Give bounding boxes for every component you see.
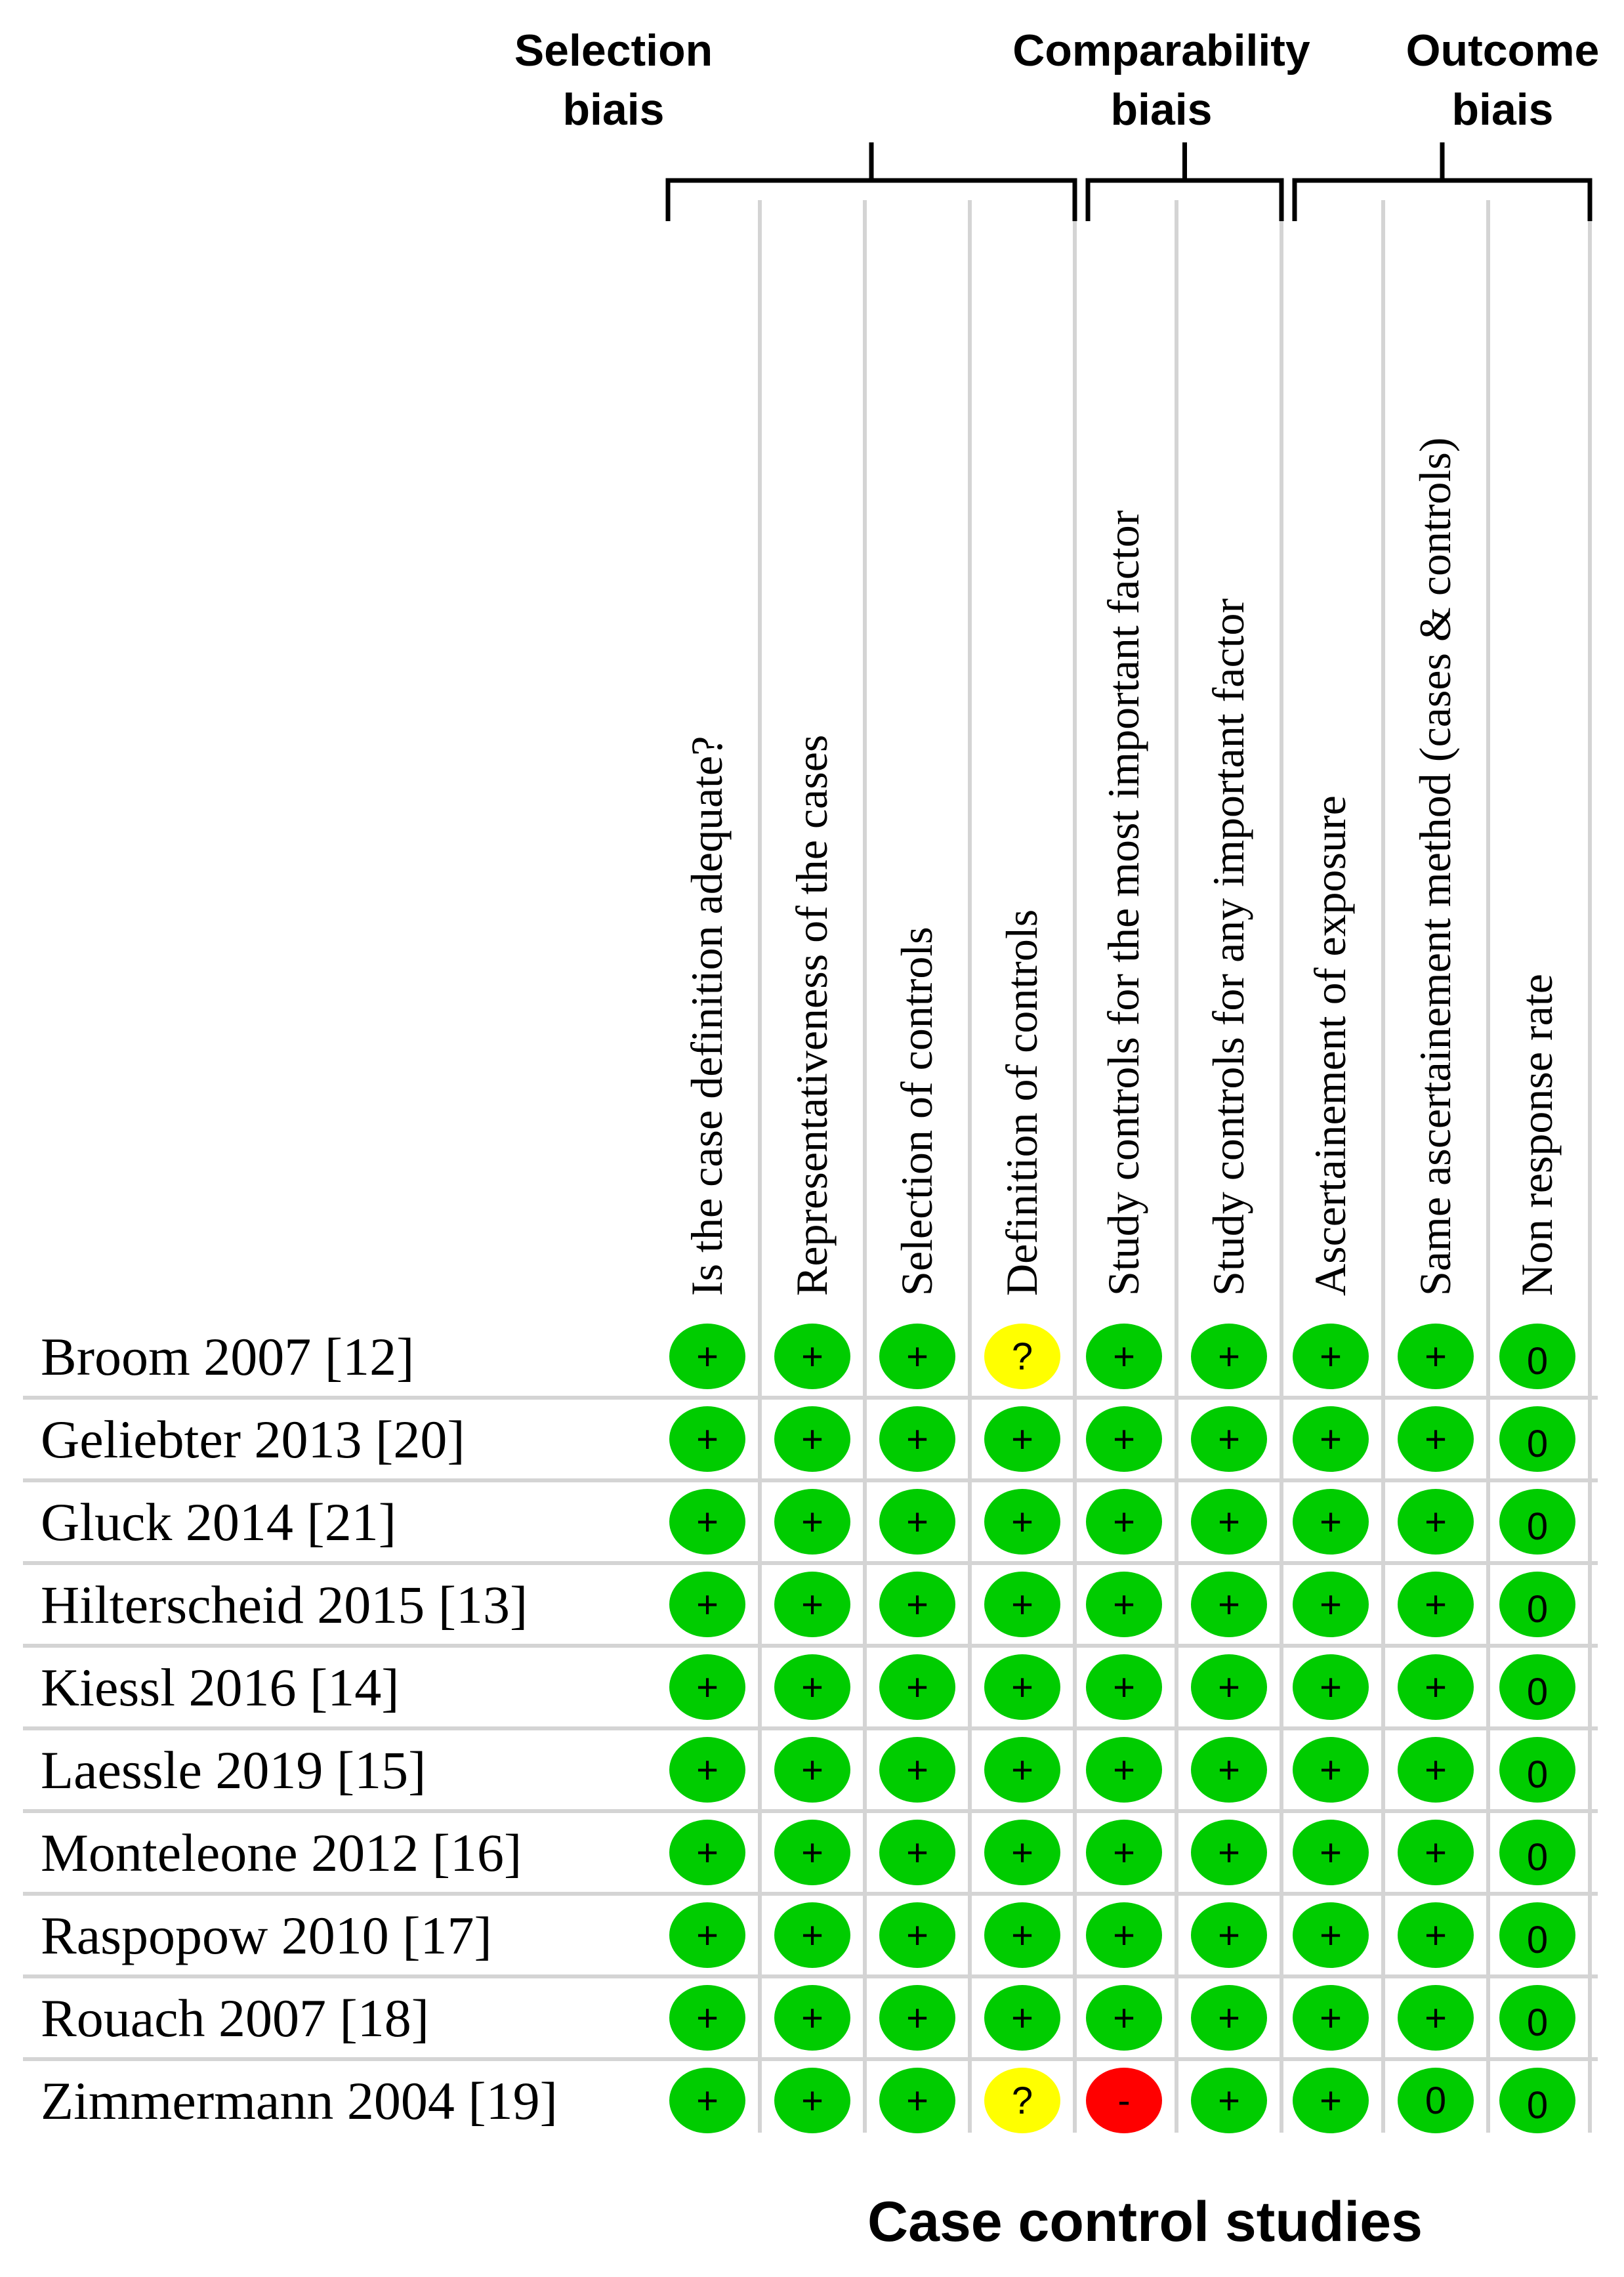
rating-symbol: + — [1011, 1997, 1033, 2039]
rating-symbol: + — [1113, 1997, 1135, 2039]
rating-symbol: + — [906, 1418, 928, 1461]
rating-symbol: + — [906, 2079, 928, 2122]
table-row — [41, 1654, 1575, 1720]
rating-symbol: + — [696, 1666, 718, 1709]
study-label: Rouach 2007 [18] — [41, 1988, 430, 2048]
table-row — [41, 1902, 1575, 1968]
rating-symbol: + — [1113, 1666, 1135, 1709]
rating-symbol: + — [801, 1501, 823, 1543]
rating-symbol: + — [801, 2079, 823, 2122]
rating-symbol: + — [1113, 1501, 1135, 1543]
bracket-line — [1295, 142, 1590, 221]
rating-symbol: + — [801, 1335, 823, 1378]
rating-symbol: + — [906, 1335, 928, 1378]
rating-symbol: + — [1113, 1335, 1135, 1378]
rating-symbol: + — [696, 1583, 718, 1626]
rating-symbol: + — [1011, 1914, 1033, 1957]
study-label: Zimmermann 2004 [19] — [41, 2071, 558, 2131]
rating-symbol: + — [1425, 1749, 1447, 1791]
rating-symbol: 0 — [1526, 1423, 1549, 1465]
study-label: Laessle 2019 [15] — [41, 1740, 427, 1800]
rating-symbol: + — [801, 1666, 823, 1709]
rating-symbol: + — [1320, 1583, 1342, 1626]
rating-symbol: + — [1218, 1831, 1240, 1874]
rating-symbol: + — [1218, 1666, 1240, 1709]
rating-symbol: + — [1425, 1335, 1447, 1378]
rating-symbol: + — [1218, 1583, 1240, 1626]
rating-symbol: + — [1425, 1583, 1447, 1626]
study-label: Gluck 2014 [21] — [41, 1492, 397, 1552]
rating-symbol: + — [1320, 2079, 1342, 2122]
rating-symbol: + — [696, 1831, 718, 1874]
rating-symbol: + — [1113, 1831, 1135, 1874]
rating-symbol: + — [1218, 1749, 1240, 1791]
study-label: Monteleone 2012 [16] — [41, 1823, 522, 1883]
rating-symbol: + — [1425, 1666, 1447, 1709]
table-row — [41, 1985, 1575, 2051]
rating-symbol: 0 — [1526, 1505, 1549, 1548]
study-label: Raspopow 2010 [17] — [41, 1906, 492, 1965]
rating-symbol: + — [1320, 1335, 1342, 1378]
table-row — [41, 1737, 1575, 1803]
rating-symbol: 0 — [1526, 1588, 1549, 1631]
rating-symbol: ? — [1011, 1335, 1033, 1378]
column-label: Representativeness of the cases — [787, 734, 837, 1296]
rating-symbol: + — [1425, 1914, 1447, 1957]
rating-symbol: + — [1320, 1666, 1342, 1709]
table-row — [41, 1820, 1575, 1885]
column-label: Same ascertainement method (cases & controls) — [1410, 437, 1460, 1296]
rating-symbol: + — [801, 1831, 823, 1874]
bracket-line — [1088, 142, 1281, 221]
rating-symbol: 0 — [1526, 1919, 1549, 1961]
rating-symbol: + — [696, 2079, 718, 2122]
rating-symbol: + — [696, 1501, 718, 1543]
rating-symbol: + — [1320, 1997, 1342, 2039]
rating-symbol: + — [1113, 1749, 1135, 1791]
rating-symbol: + — [801, 1749, 823, 1791]
group-title-line: Selection — [514, 26, 713, 75]
rating-symbol: + — [1113, 1914, 1135, 1957]
column-label: Non response rate — [1512, 974, 1562, 1296]
group-title-line: Comparability — [1012, 26, 1310, 75]
rating-symbol: 0 — [1526, 1671, 1549, 1713]
rating-symbol: + — [1218, 1501, 1240, 1543]
study-label: Kiessl 2016 [14] — [41, 1658, 400, 1717]
rating-symbol: + — [801, 1914, 823, 1957]
rating-symbol: + — [801, 1583, 823, 1626]
rating-symbol: + — [1011, 1666, 1033, 1709]
rating-symbol: + — [1218, 2079, 1240, 2122]
rating-symbol: + — [696, 1749, 718, 1791]
rating-symbol: + — [696, 1914, 718, 1957]
table-row — [41, 1406, 1575, 1472]
rating-symbol: ? — [1011, 2079, 1033, 2122]
rating-symbol: 0 — [1526, 1753, 1549, 1796]
bracket-line — [668, 142, 1075, 221]
table-row — [41, 2068, 1575, 2133]
rating-symbol: + — [1320, 1749, 1342, 1791]
rating-symbol: + — [1218, 1914, 1240, 1957]
table-row — [41, 1489, 1575, 1555]
table-row — [41, 1324, 1575, 1389]
group-title-line: biais — [562, 85, 665, 135]
rating-symbol: + — [1425, 1418, 1447, 1461]
column-label: Ascertainement of exposure — [1305, 795, 1355, 1296]
rating-symbol: + — [696, 1335, 718, 1378]
rating-symbol: + — [1011, 1583, 1033, 1626]
column-label: Study controls for the most important factor — [1098, 510, 1148, 1296]
group-title-line: biais — [1451, 85, 1554, 135]
rating-symbol: + — [906, 1831, 928, 1874]
column-label: Is the case definition adequate? — [682, 736, 732, 1296]
rating-symbol: + — [906, 1914, 928, 1957]
rating-symbol: + — [906, 1997, 928, 2039]
rating-symbol: 0 — [1526, 1836, 1549, 1879]
rating-symbol: + — [696, 1418, 718, 1461]
rating-symbol: + — [1320, 1418, 1342, 1461]
rating-symbol: 0 — [1526, 2001, 1549, 2044]
rating-symbol: + — [1011, 1418, 1033, 1461]
rating-symbol: + — [696, 1997, 718, 2039]
study-label: Broom 2007 [12] — [41, 1327, 415, 1387]
rating-symbol: + — [1218, 1335, 1240, 1378]
rating-symbol: + — [906, 1583, 928, 1626]
study-label: Hilterscheid 2015 [13] — [41, 1575, 528, 1635]
rating-symbol: + — [1113, 1418, 1135, 1461]
rating-symbol: + — [1218, 1997, 1240, 2039]
rating-symbol: 0 — [1526, 1340, 1549, 1383]
rating-symbol: + — [906, 1749, 928, 1791]
table-row — [41, 1572, 1575, 1637]
group-bracket-1 — [1012, 26, 1310, 221]
rating-symbol: + — [1425, 1831, 1447, 1874]
rating-symbol: + — [1320, 1831, 1342, 1874]
rating-symbol: + — [1425, 1997, 1447, 2039]
rating-symbol: + — [801, 1418, 823, 1461]
rating-symbol: + — [1218, 1418, 1240, 1461]
rating-symbol: 0 — [1425, 2079, 1447, 2122]
group-title-line: Outcome — [1405, 26, 1600, 75]
column-label: Definition of controls — [997, 909, 1047, 1296]
rating-symbol: - — [1117, 2079, 1131, 2122]
group-bracket-0 — [514, 26, 1075, 221]
rating-symbol: + — [1113, 1583, 1135, 1626]
rating-symbol: + — [906, 1501, 928, 1543]
rating-symbol: + — [906, 1666, 928, 1709]
group-title-line: biais — [1110, 85, 1213, 135]
rating-symbol: + — [1425, 1501, 1447, 1543]
rating-symbol: + — [1011, 1831, 1033, 1874]
figure-title: Case control studies — [867, 2190, 1423, 2253]
study-label: Geliebter 2013 [20] — [41, 1410, 465, 1469]
rating-symbol: + — [1320, 1914, 1342, 1957]
rating-symbol: + — [1011, 1749, 1033, 1791]
rating-symbol: + — [801, 1997, 823, 2039]
rating-symbol: 0 — [1526, 2084, 1549, 2127]
rating-symbol: + — [1320, 1501, 1342, 1543]
rating-symbol: + — [1011, 1501, 1033, 1543]
column-label: Selection of controls — [892, 927, 942, 1296]
group-bracket-2 — [1295, 26, 1599, 221]
column-label: Study controls for any important factor — [1203, 598, 1253, 1296]
